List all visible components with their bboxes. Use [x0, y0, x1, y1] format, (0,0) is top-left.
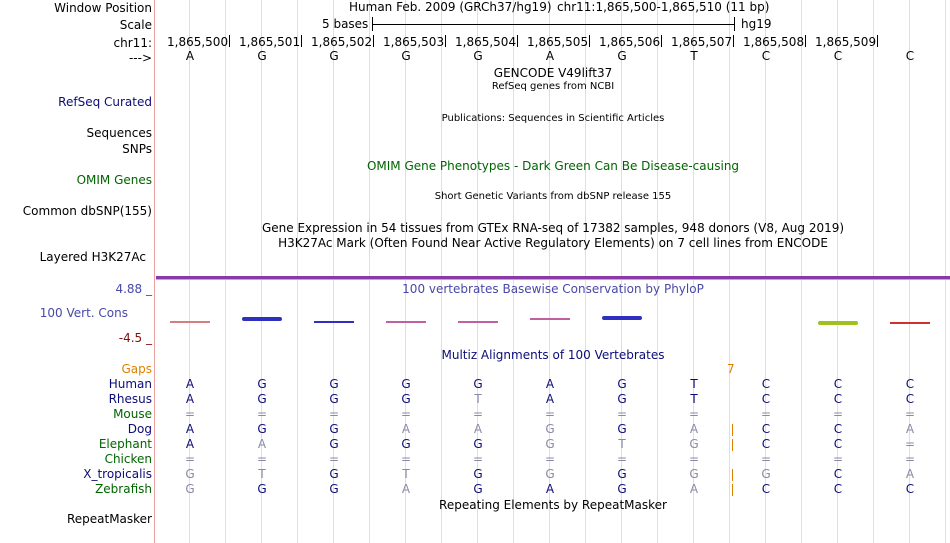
alignment-base: A [185, 422, 195, 436]
alignment-base: = [904, 452, 916, 466]
ruler-tick [877, 35, 878, 47]
alignment-base: G [401, 392, 411, 406]
alignment-base: G [329, 377, 339, 391]
alignment-base: G [545, 437, 555, 451]
sequence-base: G [617, 49, 627, 63]
sequence-base: C [833, 49, 843, 63]
sequence-base: C [905, 49, 915, 63]
species-label[interactable]: X_tropicalis [83, 467, 152, 481]
phylop-track-title[interactable]: 100 vertebrates Basewise Conservation by PhyloP [402, 282, 704, 296]
track-label-refseq[interactable]: RefSeq Curated [58, 95, 152, 109]
gap-marker [732, 484, 733, 496]
alignment-base: C [761, 377, 771, 391]
track-label-column [0, 0, 154, 543]
sequence-base: G [401, 49, 411, 63]
alignment-base: = [400, 452, 412, 466]
alignment-base: = [904, 437, 916, 451]
conservation-mark [458, 321, 498, 323]
species-label[interactable]: Mouse [113, 407, 152, 421]
alignment-base: G [761, 467, 771, 481]
species-label[interactable]: Human [108, 377, 152, 391]
alignment-base: G [257, 392, 267, 406]
scale-db-label: hg19 [741, 17, 772, 31]
alignment-base: A [905, 467, 915, 481]
alignment-base: A [185, 377, 195, 391]
sequence-base: C [761, 49, 771, 63]
alignment-base: G [257, 482, 267, 496]
alignment-base: G [257, 377, 267, 391]
multiz-track-title[interactable]: Multiz Alignments of 100 Vertebrates [441, 348, 665, 362]
alignment-base: G [689, 437, 699, 451]
alignment-base: = [832, 407, 844, 421]
alignment-base: A [905, 422, 915, 436]
ruler-position-label: 1,865,506 [599, 35, 661, 49]
dbsnp-track-title[interactable]: Short Genetic Variants from dbSNP release 155 [434, 191, 672, 202]
alignment-base: A [185, 437, 195, 451]
species-label[interactable]: Zebrafish [95, 482, 152, 496]
ruler-position-label: 1,865,504 [455, 35, 517, 49]
alignment-base: A [545, 482, 555, 496]
alignment-base: A [473, 422, 483, 436]
ruler-tick [301, 35, 302, 47]
alignment-base: G [617, 392, 627, 406]
ruler-position-label: 1,865,505 [527, 35, 589, 49]
ruler-tick [805, 35, 806, 47]
ruler-position-label: 1,865,501 [239, 35, 301, 49]
alignment-base: = [760, 407, 772, 421]
scale-bar [372, 24, 734, 25]
repeatmasker-track-title[interactable]: Repeating Elements by RepeatMasker [439, 498, 667, 512]
alignment-base: C [761, 392, 771, 406]
alignment-base: = [832, 452, 844, 466]
publications-track-title[interactable]: Publications: Sequences in Scientific Articles [441, 113, 665, 124]
species-label[interactable]: Dog [127, 422, 152, 436]
ruler-position-label: 1,865,507 [671, 35, 733, 49]
alignment-base: T [690, 377, 698, 391]
species-label[interactable]: Chicken [104, 452, 152, 466]
alignment-base: = [544, 452, 556, 466]
ruler-position-label: 1,865,500 [167, 35, 229, 49]
ruler-tick [733, 35, 734, 47]
alignment-base: = [616, 407, 628, 421]
track-label-vert-cons[interactable]: 100 Vert. Cons [39, 306, 128, 320]
alignment-base: = [256, 452, 268, 466]
alignment-base: A [257, 437, 267, 451]
track-label-layered-h3k27ac[interactable]: Layered H3K27Ac [39, 250, 146, 264]
alignment-base: G [329, 482, 339, 496]
cons-min-label: -4.5 _ [118, 331, 152, 345]
alignment-base: = [688, 452, 700, 466]
alignment-base: = [184, 407, 196, 421]
alignment-base: = [328, 452, 340, 466]
alignment-base: G [185, 482, 195, 496]
alignment-base: C [833, 422, 843, 436]
track-label-snps[interactable]: SNPs [122, 142, 152, 156]
alignment-base: G [401, 377, 411, 391]
alignment-base: = [328, 407, 340, 421]
alignment-base: A [689, 482, 699, 496]
sequence-base: G [473, 49, 483, 63]
track-label-common-dbsnp[interactable]: Common dbSNP(155) [22, 204, 152, 218]
sequence-base: A [545, 49, 555, 63]
ruler-position-label: 1,865,509 [815, 35, 877, 49]
conservation-mark [314, 321, 354, 323]
alignment-base: A [401, 482, 411, 496]
ruler-tick [229, 35, 230, 47]
gencode-track-title[interactable]: GENCODE V49lift37 [493, 66, 613, 80]
alignment-base: G [473, 467, 483, 481]
refseq-genes-subtitle: RefSeq genes from NCBI [491, 81, 615, 92]
alignment-base: C [833, 377, 843, 391]
ruler-position-label: 1,865,502 [311, 35, 373, 49]
alignment-base: = [616, 452, 628, 466]
alignment-base: = [904, 407, 916, 421]
gap-count: 7 [727, 362, 735, 376]
alignment-base: T [690, 392, 698, 406]
conservation-mark [530, 318, 570, 320]
ruler-tick [517, 35, 518, 47]
alignment-base: C [905, 392, 915, 406]
alignment-base: G [473, 377, 483, 391]
alignment-base: G [473, 437, 483, 451]
conservation-mark [818, 321, 858, 325]
omim-phenotypes-title[interactable]: OMIM Gene Phenotypes - Dark Green Can Be Disease-causing [366, 159, 740, 173]
conservation-mark [242, 317, 282, 321]
alignment-base: C [833, 437, 843, 451]
ruler-position-label: 1,865,508 [743, 35, 805, 49]
conservation-mark [890, 322, 930, 324]
alignment-base: A [545, 377, 555, 391]
alignment-base: C [761, 437, 771, 451]
ruler-tick [661, 35, 662, 47]
alignment-base: = [256, 407, 268, 421]
alignment-base: C [833, 482, 843, 496]
track-label-repeatmasker[interactable]: RepeatMasker [66, 512, 152, 526]
sequence-base: G [329, 49, 339, 63]
alignment-base: = [472, 407, 484, 421]
sequence-base: A [185, 49, 195, 63]
position-range: chr11:1,865,500-1,865,510 (11 bp) [557, 0, 770, 14]
conservation-mark [602, 316, 642, 320]
alignment-base: G [329, 437, 339, 451]
sequence-base: G [257, 49, 267, 63]
gap-marker [732, 439, 733, 451]
strand-toggle[interactable]: ---> [128, 51, 152, 65]
ruler-tick [589, 35, 590, 47]
conservation-mark [386, 321, 426, 323]
track-label-gaps[interactable]: Gaps [121, 362, 152, 376]
ruler-tick [373, 35, 374, 47]
track-label-omim-genes[interactable]: OMIM Genes [76, 173, 152, 187]
alignment-base: G [185, 467, 195, 481]
alignment-base: = [760, 452, 772, 466]
h3k27ac-track-title[interactable]: H3K27Ac Mark (Often Found Near Active Regulatory Elements) on 7 cell lines from ENCODE [278, 236, 828, 250]
alignment-base: = [544, 407, 556, 421]
alignment-base: T [474, 392, 482, 406]
scale-label: Scale [119, 18, 152, 32]
alignment-base: = [688, 407, 700, 421]
alignment-base: G [329, 392, 339, 406]
alignment-base: A [545, 392, 555, 406]
alignment-base: A [401, 422, 411, 436]
alignment-base: C [833, 467, 843, 481]
gap-marker [732, 469, 733, 481]
alignment-base: T [618, 437, 626, 451]
alignment-base: A [185, 392, 195, 406]
alignment-base: C [761, 422, 771, 436]
alignment-base: G [329, 467, 339, 481]
conservation-mark [170, 321, 210, 323]
gap-marker [732, 424, 733, 436]
alignment-base: G [617, 377, 627, 391]
gtex-track-title[interactable]: Gene Expression in 54 tissues from GTEx RNA-seq of 17382 samples, 948 donors (V8, Aug 2019) [261, 221, 845, 235]
alignment-base: A [689, 422, 699, 436]
ruler-tick [445, 35, 446, 47]
alignment-base: G [689, 467, 699, 481]
track-group-separator-shadow [156, 279, 950, 280]
species-label[interactable]: Rhesus [108, 392, 152, 406]
alignment-base: G [545, 422, 555, 436]
window-position-label: Window Position [54, 1, 152, 15]
alignment-base: G [617, 482, 627, 496]
alignment-base: G [257, 422, 267, 436]
label-divider [154, 0, 155, 543]
alignment-base: T [402, 467, 410, 481]
alignment-base: C [761, 482, 771, 496]
alignment-base: T [258, 467, 266, 481]
track-label-sequences[interactable]: Sequences [86, 126, 152, 140]
species-label[interactable]: Elephant [98, 437, 152, 451]
alignment-base: C [905, 377, 915, 391]
alignment-base: G [473, 482, 483, 496]
alignment-base: G [617, 467, 627, 481]
alignment-base: G [617, 422, 627, 436]
scale-bases-label: 5 bases [322, 17, 369, 31]
alignment-base: C [833, 392, 843, 406]
ruler-position-label: 1,865,503 [383, 35, 445, 49]
alignment-base: = [184, 452, 196, 466]
alignment-base: = [472, 452, 484, 466]
assembly-title: Human Feb. 2009 (GRCh37/hg19) [349, 0, 552, 14]
cons-max-label: 4.88 _ [115, 282, 152, 296]
chrom-label: chr11: [113, 36, 152, 50]
alignment-base: G [329, 422, 339, 436]
sequence-base: T [690, 49, 698, 63]
alignment-base: = [400, 407, 412, 421]
alignment-base: C [905, 482, 915, 496]
alignment-base: G [545, 467, 555, 481]
alignment-base: G [401, 437, 411, 451]
scale-bar-right-tick [734, 17, 735, 31]
